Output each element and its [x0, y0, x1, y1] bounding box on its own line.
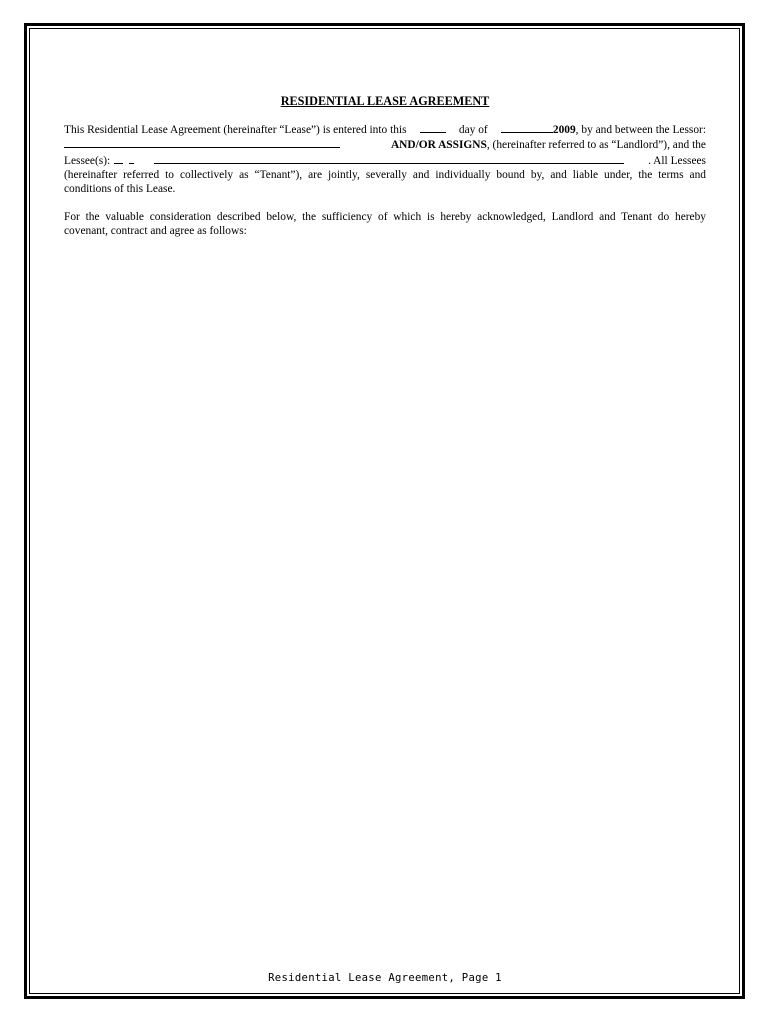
lessee-label: Lessee(s):	[64, 154, 111, 167]
consideration-paragraph	[64, 210, 706, 238]
day-of-text: day of	[458, 124, 488, 137]
paragraph-line	[64, 137, 706, 152]
lessee-clause	[64, 153, 624, 168]
all-lessees-text: . All Lessees	[648, 154, 706, 167]
assigns-text: AND/OR ASSIGNS	[390, 139, 487, 152]
lessor-name-blank[interactable]	[64, 137, 340, 148]
paragraph-line: covenant, contract and agree as follows:	[64, 225, 247, 238]
year-text: 2009	[552, 124, 576, 137]
paragraph-line	[64, 153, 706, 168]
lease-parties-paragraph	[64, 122, 706, 196]
month-blank[interactable]	[501, 122, 553, 133]
date-clause	[501, 122, 706, 137]
lessee-name-blank[interactable]	[154, 153, 624, 164]
intro-text: This Residential Lease Agreement (hereinafter “Lease”) is entered into this	[64, 124, 407, 137]
tenant-liability-text: (hereinafter referred to collectively as “Tenant”), are jointly, severally and individually bound by, and liable under, the terms and	[64, 168, 706, 181]
lessor-intro-text: , by and between the Lessor:	[575, 124, 706, 137]
day-blank[interactable]	[420, 122, 446, 133]
page-footer: Residential Lease Agreement, Page 1	[268, 972, 502, 984]
assigns-clause	[391, 138, 706, 152]
document-title: RESIDENTIAL LEASE AGREEMENT	[280, 94, 490, 108]
paragraph-line: conditions of this Lease.	[64, 183, 176, 196]
document-body	[64, 94, 706, 253]
lessee-initial-blank[interactable]	[114, 153, 123, 164]
paragraph-line	[64, 168, 706, 182]
paragraph-line	[64, 122, 706, 137]
landlord-text: , (hereinafter referred to as “Landlord”), and the	[486, 139, 706, 152]
lessee-middle-blank[interactable]	[129, 153, 134, 164]
paragraph-line: For the valuable consideration described below, the sufficiency of which is hereby acknowledged, Landlord and Tenant do hereby	[64, 211, 706, 224]
